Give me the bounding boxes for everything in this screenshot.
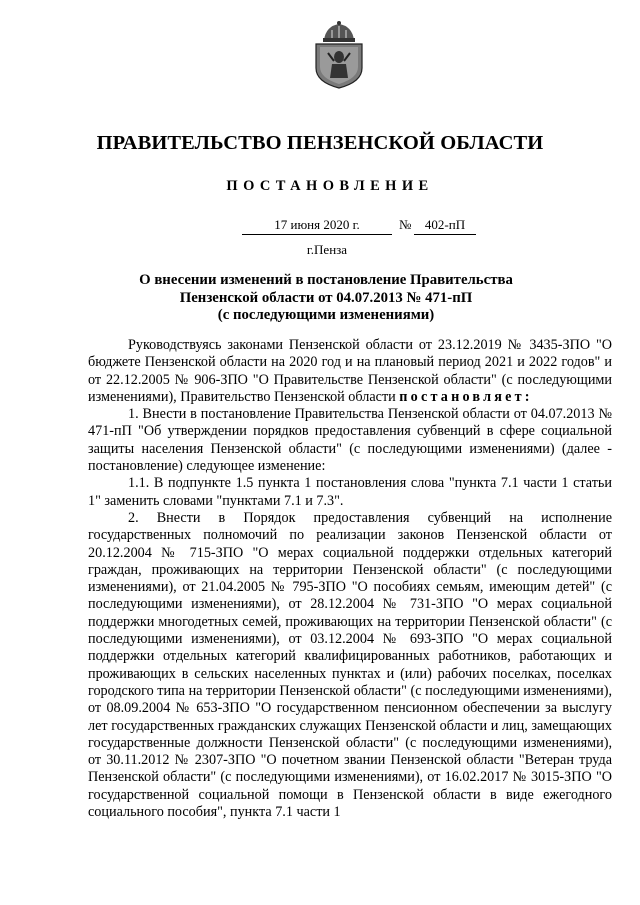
document-number: 402-пП (414, 217, 476, 235)
government-title: ПРАВИТЕЛЬСТВО ПЕНЗЕНСКОЙ ОБЛАСТИ (96, 132, 544, 154)
preamble-text: Руководствуясь законами Пензенской области от 23.12.2019 № 3435-ЗПО "О бюджете Пензенской области на 2020 год и на плановый период 2021 и 2022 годов" и от 22.12.2005 № 906-ЗПО "О Правительстве Пензенской области" (с последующими изменениями), Правительство Пензенской области (88, 337, 612, 405)
heading-line-2: Пензенской области от 04.07.2013 № 471-пП (179, 289, 473, 306)
item-1-1-paragraph: 1.1. В подпункте 1.5 пункта 1 постановления слова "пункта 7.1 части 1 статьи 1" заменить словами "пунктами 7.1 и 7.3". (88, 475, 612, 509)
item-1-paragraph: 1. Внести в постановление Правительства Пензенской области от 04.07.2013 № 471-пП "Об утверждении порядков предоставления субвенций в сфере социальной защиты населения Пензенской области" (с последующими изменениями) (далее - постановление) следующее изменение: (88, 406, 612, 475)
document-body (88, 337, 612, 821)
heading-line-3: (с последующими изменениями) (217, 307, 435, 323)
resolves-word: постановляет: (399, 388, 533, 405)
document-heading (0, 272, 640, 325)
document-date: 17 июня 2020 г. (242, 217, 392, 235)
item-2-paragraph: 2. Внести в Порядок предоставления субвенций на исполнение государственных полномочий по реализации законов Пензенской области от 20.12.2004 № 715-ЗПО "О мерах социальной поддержки отдельных категорий граждан, проживающих на территории Пензенской области" (с последующими изменениями), от 21.04.2005 № 795-ЗПО "О пособиях семьям, имеющим детей" (с последующими изменениями), от 28.12.2004 № 731-ЗПО "О мерах социальной поддержки многодетных семей, проживающих на территории Пензенской области" (с последующими изменениями), от 03.12.2004 № 693-ЗПО "О мерах социальной поддержки отдельных категорий квалифицированных работников, работающих и проживающих в сельских населенных пунктах и (или) рабочих поселках, поселках городского типа на территории Пензенской области" (с последующими изменениями), от 08.09.2004 № 653-ЗПО "О государственном пенсионном обеспечении за выслугу лет государственных гражданских служащих Пензенской области и лиц, замещающих государственные должности Пензенской области" (с последующими изменениями), от 30.11.2012 № 2307-ЗПО "О почетном звании Пензенской области "Ветеран труда Пензенской области" (с последующими изменениями), от 16.02.2017 № 3015-ЗПО "О государственной социальной помощи в Пензенской области в виде ежегодного социального пособия", пункта 7.1 части 1 (88, 509, 612, 821)
document-city: г.Пенза (306, 242, 348, 257)
preamble-paragraph (88, 337, 612, 406)
heading-line-1: О внесении изменений в постановление Правительства (139, 272, 513, 288)
number-sign: № (399, 217, 412, 232)
document-meta (0, 217, 640, 237)
coat-of-arms-icon (308, 20, 370, 90)
document-type: ПОСТАНОВЛЕНИЕ (226, 178, 434, 194)
